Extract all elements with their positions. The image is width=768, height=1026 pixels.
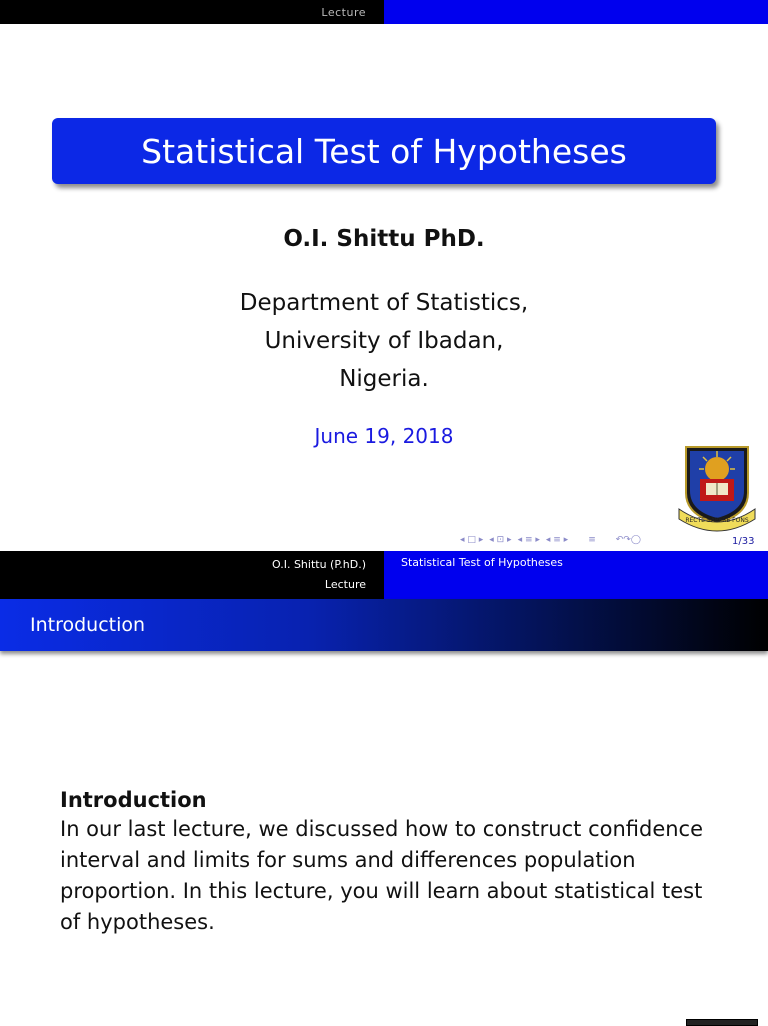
slide1-header-blue	[384, 0, 768, 24]
crest-motto: RECTE SAPERE FONS	[685, 517, 749, 524]
block-body: In our last lecture, we discussed how to construct confidence interval and limits for sums and differences population proportion. In this lecture, you will learn about statistical test of hypotheses.	[60, 817, 704, 934]
institution-line-3: Nigeria.	[339, 366, 429, 392]
nav-frame-icon[interactable]: ◂ ⊡ ▸	[489, 535, 512, 545]
slide1-header-bar	[0, 0, 768, 24]
lecture-date: June 19, 2018	[314, 424, 454, 448]
nav-left-icon[interactable]: ◂ □ ▸	[460, 535, 484, 545]
nav-subsection-icon[interactable]: ◂ ≡ ▸	[545, 535, 569, 545]
crest-icon	[676, 443, 758, 533]
slide2-header-right	[384, 551, 768, 599]
institution-line-1: Department of Statistics,	[239, 290, 529, 316]
institution-line-2: University of Ibadan,	[264, 328, 504, 354]
slide2-header-bar	[0, 551, 768, 599]
slide-title-box	[52, 118, 716, 184]
header-lecture: Lecture	[324, 578, 366, 591]
nav-search-icon[interactable]: ↶↷◯	[615, 535, 641, 545]
slide1-header-lecture: Lecture	[0, 0, 384, 24]
frame-title: Introduction	[30, 614, 146, 636]
block-title: Introduction	[60, 788, 207, 812]
content-block	[60, 788, 720, 938]
corner-thumbnail	[686, 1019, 758, 1026]
page-number: 1/33	[732, 536, 755, 547]
author-name: O.I. Shittu PhD.	[283, 226, 485, 252]
frame-title-bar	[0, 599, 768, 651]
nav-right-icon[interactable]: ◂ ≡ ▸	[517, 535, 540, 545]
beamer-navigation[interactable]	[460, 532, 760, 548]
institution	[0, 284, 768, 398]
header-author: O.I. Shittu (P.hD.)	[272, 558, 366, 571]
nav-menu-icon[interactable]: ≡	[588, 535, 596, 545]
header-title: Statistical Test of Hypotheses	[401, 556, 563, 569]
slide2-header-left	[0, 551, 384, 599]
slide-title: Statistical Test of Hypotheses	[141, 131, 627, 171]
